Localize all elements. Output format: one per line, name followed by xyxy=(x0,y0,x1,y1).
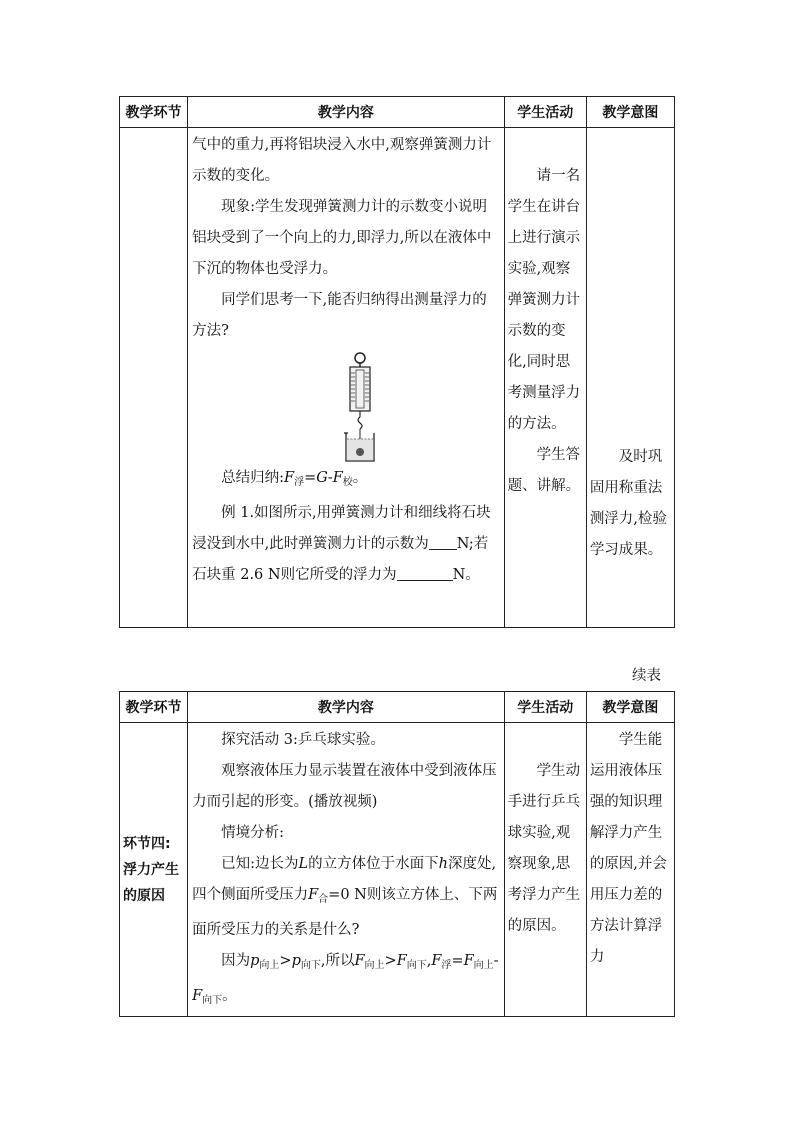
header-intent: 教学意图 xyxy=(586,97,674,128)
header-stage: 教学环节 xyxy=(120,692,188,723)
answer-blank xyxy=(397,564,453,581)
student-activity-cell xyxy=(504,723,586,1017)
continued-label: 续表 xyxy=(632,668,661,684)
intent-cell xyxy=(586,128,674,628)
summary-formula: 总结归纳$:F_浮=G-F_校$。 xyxy=(221,470,368,488)
header-stage: 教学环节 xyxy=(120,97,188,128)
conclusion-formula: 因为$p_{向上}>p_{向下}$,所以$F_{向上}>F_{向下},F_浮=F_{向上}-F_{向下}$。 xyxy=(192,953,499,1006)
activity-title: 探究活动 3:乒乓球实验。 xyxy=(221,732,385,748)
stage-cell: 环节四:浮力产生的原因 xyxy=(120,723,188,1017)
lesson-table-1 xyxy=(119,96,675,628)
header-student-activity: 学生活动 xyxy=(504,692,586,723)
table-header-row xyxy=(120,692,675,723)
table-row xyxy=(120,128,675,628)
table-header-row xyxy=(120,97,675,128)
content-cell xyxy=(188,128,505,628)
intent-text: 及时巩固用称重法测浮力,检验学习成果。 xyxy=(589,449,667,558)
answer-blank xyxy=(429,533,457,550)
header-content: 教学内容 xyxy=(188,97,505,128)
header-student-activity: 学生活动 xyxy=(504,97,586,128)
intent-cell xyxy=(586,723,674,1017)
analysis-label: 情境分析: xyxy=(221,825,284,841)
stage-cell xyxy=(120,128,188,628)
header-intent: 教学意图 xyxy=(586,692,674,723)
table-row xyxy=(120,723,675,1017)
known-text: 已知:边长为L的立方体位于水面下h深度处,四个侧面所受压力$F_合=0$ N则该立方体上、下两面所受压力的关系是什么? xyxy=(192,856,498,938)
spring-scale-beaker-figure xyxy=(340,351,384,463)
intent-text: 学生能运用液体压强的知识理解浮力产生的原因,并会用压力差的方法计算浮力 xyxy=(589,732,667,965)
lesson-table-2 xyxy=(119,691,675,1017)
student-activity-cell xyxy=(504,128,586,628)
student-activity-text-2: 学生答题、讲解。 xyxy=(507,447,581,494)
header-content: 教学内容 xyxy=(188,692,505,723)
student-activity-text: 学生动手进行乒乓球实验,观察现象,思考浮力产生的原因。 xyxy=(507,763,581,934)
observe-text: 观察液体压力显示装置在液体中受到液体压力而引起的形变。(播放视频) xyxy=(192,763,497,810)
phenomenon-text: 现象:学生发现弹簧测力计的示数变小说明铝块受到了一个向上的力,即浮力,所以在液体中下沉的物体也受浮力。 xyxy=(192,199,492,277)
content-cell xyxy=(188,723,505,1017)
example-question: 例 1.如图所示,用弹簧测力计和细线将石块浸没到水中,此时弹簧测力计的示数为 N;若石块重 2.6 N则它所受的浮力为 N。 xyxy=(192,505,491,583)
question-text: 同学们思考一下,能否归纳得出测量浮力的方法? xyxy=(192,292,487,339)
content-line: 气中的重力,再将铝块浸入水中,观察弹簧测力计示数的变化。 xyxy=(192,137,492,184)
student-activity-text: 请一名学生在讲台上进行演示实验,观察弹簧测力计示数的变化,同时思考测量浮力的方法。 xyxy=(507,168,581,432)
